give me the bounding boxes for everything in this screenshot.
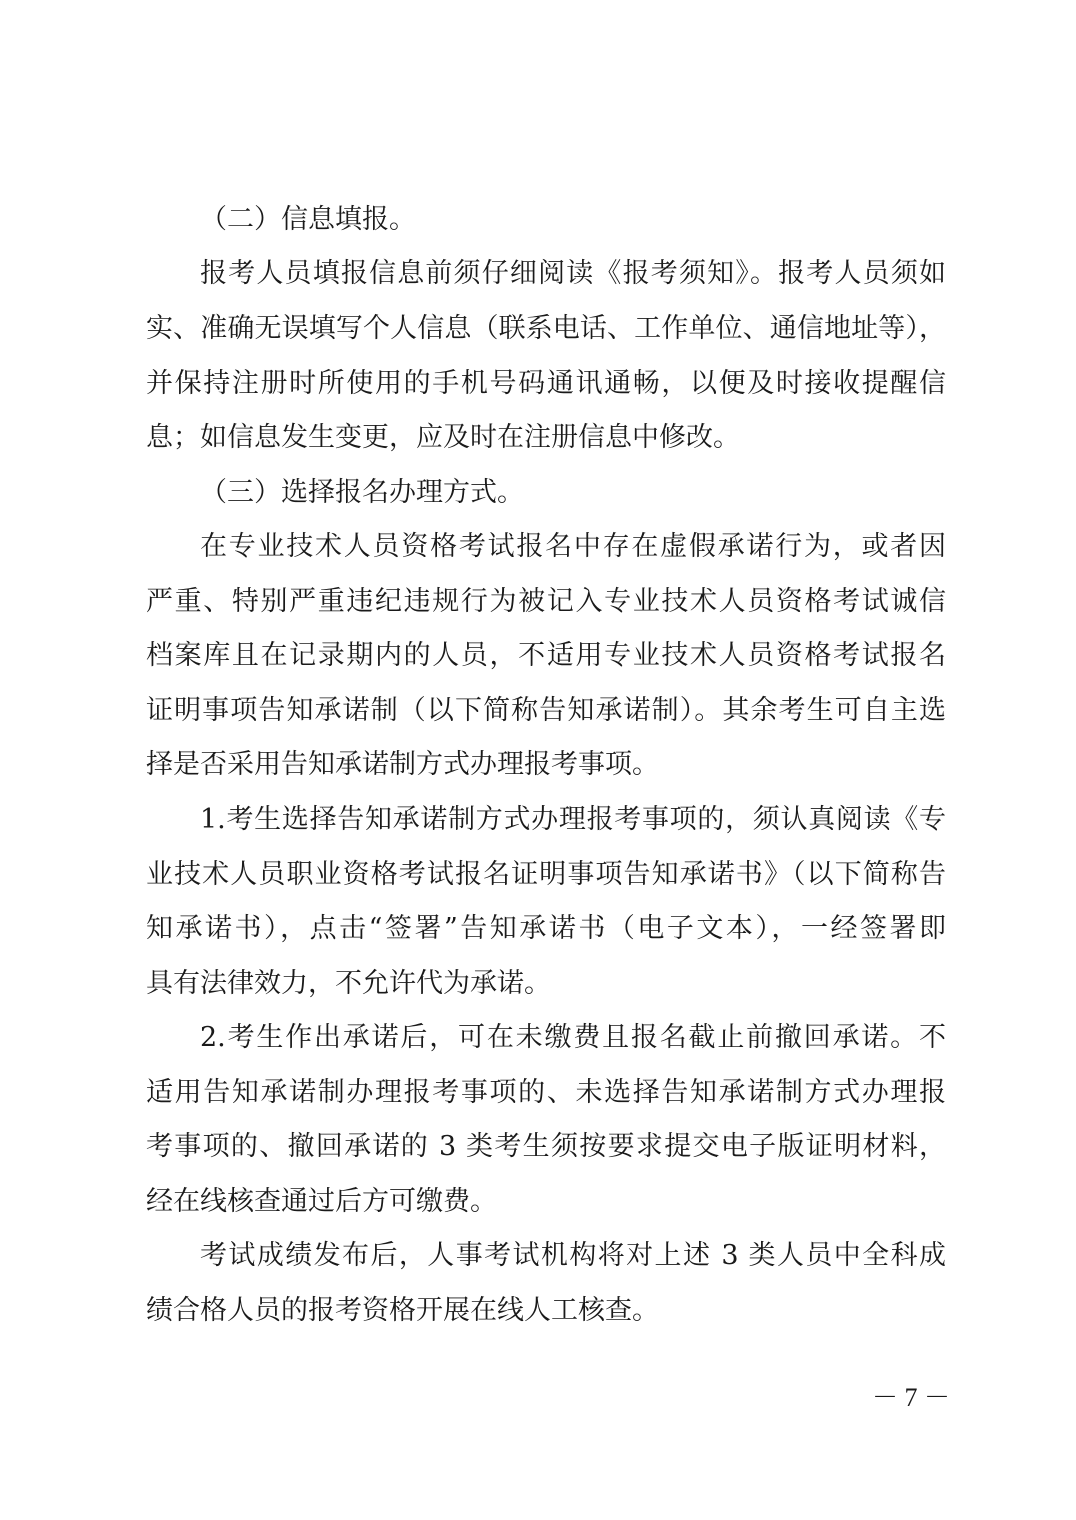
paragraph-2-line-2: 严重、特别严重违纪违规行为被记入专业技术人员资格考试诚信 — [146, 586, 946, 617]
section-heading-2: （二）信息填报。 — [200, 204, 416, 235]
paragraph-1-line-1: 报考人员填报信息前须仔细阅读《报考须知》。报考人员须如 — [200, 258, 946, 289]
paragraph-2-line-5: 择是否采用告知承诺制方式办理报考事项。 — [146, 749, 659, 780]
paragraph-3-line-1: 1.考生选择告知承诺制方式办理报考事项的，须认真阅读《专 — [200, 804, 946, 835]
paragraph-1-line-3: 并保持注册时所使用的手机号码通讯通畅，以便及时接收提醒信 — [146, 368, 946, 399]
paragraph-2-line-3: 档案库且在记录期内的人员，不适用专业技术人员资格考试报名 — [146, 640, 946, 671]
paragraph-5-line-1: 考试成绩发布后，人事考试机构将对上述 3 类人员中全科成 — [200, 1240, 946, 1271]
page-number: － 7 － — [872, 1383, 951, 1412]
paragraph-2-line-4: 证明事项告知承诺制（以下简称告知承诺制）。其余考生可自主选 — [146, 695, 946, 726]
paragraph-5-line-2: 绩合格人员的报考资格开展在线人工核查。 — [146, 1295, 659, 1326]
paragraph-4-line-3: 考事项的、撤回承诺的 3 类考生须按要求提交电子版证明材料， — [146, 1131, 946, 1162]
paragraph-4-line-2: 适用告知承诺制办理报考事项的、未选择告知承诺制方式办理报 — [146, 1077, 946, 1108]
paragraph-3-line-3: 知承诺书），点击“签署”告知承诺书（电子文本），一经签署即 — [146, 913, 946, 944]
paragraph-1-line-2: 实、准确无误填写个人信息（联系电话、工作单位、通信地址等）， — [146, 313, 946, 344]
paragraph-2-line-1: 在专业技术人员资格考试报名中存在虚假承诺行为，或者因 — [200, 531, 946, 562]
paragraph-3-line-4: 具有法律效力，不允许代为承诺。 — [146, 968, 551, 999]
paragraph-4-line-1: 2.考生作出承诺后，可在未缴费且报名截止前撤回承诺。不 — [200, 1022, 946, 1053]
section-heading-3: （三）选择报名办理方式。 — [200, 477, 524, 508]
paragraph-1-line-4: 息；如信息发生变更，应及时在注册信息中修改。 — [146, 422, 740, 453]
paragraph-4-line-4: 经在线核查通过后方可缴费。 — [146, 1186, 497, 1217]
paragraph-3-line-2: 业技术人员职业资格考试报名证明事项告知承诺书》（以下简称告 — [146, 859, 946, 890]
